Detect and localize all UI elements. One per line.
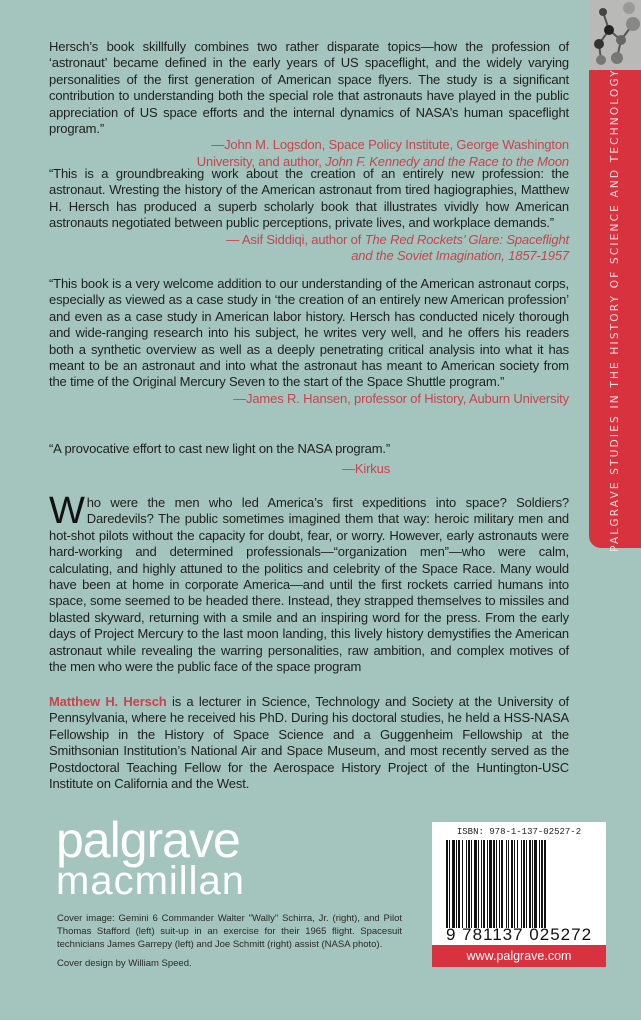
logo-line-palgrave: palgrave [56, 812, 240, 868]
book-title: The Red Rockets’ Glare: Spaceflight [364, 231, 569, 247]
attribution-line: —John M. Logsdon, Space Policy Institute, George Washington [211, 137, 569, 153]
quote-attribution: —Kirkus [342, 461, 391, 477]
attribution-line: — Asif Siddiqi, author of [226, 231, 365, 247]
book-title: and the Soviet Imagination, 1857-1957 [351, 248, 569, 264]
description-paragraph [49, 490, 569, 675]
book-description [49, 490, 569, 675]
quote-text: Hersch’s book skillfully combines two rather disparate topics—how the profession of ‘astronaut’ became defined in the early years of US spaceflight, and the widely varying personalities of the first generation of American space flyers. The study is a significant contribution to understanding both the special role that astronauts have played in the public appreciation of US space efforts and the internal dynamics of NASA’s human spaceflight program.” [49, 39, 569, 137]
endorsement-siddiqi [49, 166, 569, 264]
quote-text: “This book is a very welcome addition to our understanding of the American astronaut corps, especially as viewed as a case study in ‘the creation of an entirely new American profession’ and even as a case study in American labor history. Hersch has conducted nicely thorough and wide-ranging research into his subject, he writes very well, and he offers his readers both a synthetic overview as well as a deeply penetrating critical analysis into what it has meant to be an astronaut and into what the astronaut has meant to American society from the time of the Original Mercury Seven to the start of the Space Shuttle program.” [49, 276, 569, 390]
quote-text: “This is a groundbreaking work about the creation of an entirely new profession: the astronaut. Wresting the history of the American astronaut from tired hagiographies, Matthew H. Hersch has produced a superb scholarly book that illustrates vividly how American astronauts negotiated between public perceptions, private lives, and workplace demands.” [49, 166, 569, 231]
palgrave-macmillan-logo [56, 812, 246, 903]
attribution-line: University, and author, [196, 153, 326, 169]
drop-cap: W [49, 490, 85, 532]
barcode-bar [544, 840, 546, 928]
isbn-barcode [432, 822, 606, 967]
bio-text: is a lecturer in Science, Technology and Society at the University of Pennsylvania, where he received his PhD. During his doctoral studies, he held a HSS-NASA Fellowship in the History of Space Science and a Guggenheim Fellowship at the Smithsonian Institution’s National Air and Space Museum, and most recently served as the Postdoctoral Teaching Fellow for the Aerospace History Project of the Huntington-USC Institute on California and the West. [49, 694, 569, 792]
series-label: PALGRAVE STUDIES IN THE HISTORY OF SCIENCE AND TECHNOLOGY [609, 68, 621, 552]
author-name: Matthew H. Hersch [49, 694, 167, 709]
logo-line-macmillan: macmillan [56, 859, 246, 903]
endorsement-hansen [49, 276, 569, 407]
cover-image-credit: Cover image: Gemini 6 Commander Walter "Wally" Schirra, Jr. (right), and Pilot Thomas Stafford (left) suit-up in an exercise for their 1965 flight. Spacesuit technicians James Garrepy (left) and Joe Schmitt (right) assist (NASA photo). [57, 913, 402, 950]
author-bio [49, 694, 569, 792]
series-tab [589, 68, 641, 552]
description-text: ho were the men who led America’s first expeditions into space? Soldiers? Daredevils? The public sometimes imagined them that way: heroic military men and hot-shot pilots without the capacity for doubt, fear, or worry. However, early astronauts were hard-working and determined professionals—“organization men”—who were calm, calculating, and highly attuned to the politics and celebrity of the Space Race. Many would have been at home in corporate America—and until the first rockets carried humans into space, some seemed to be headed there. Instead, they strapped themselves to missiles and blasted skyward, returning with a smile and an inspiring word for the press. From the early days of Project Mercury to the last moon landing, this lively history demystifies the American astronaut while revealing the warring personalities, raw ambition, and complex motives of the men who were the public face of the space program [49, 495, 569, 675]
isbn-label: ISBN: 978-1-137-02527-2 [456, 827, 582, 837]
quote-attribution [49, 232, 569, 265]
quote-text: “A provocative effort to cast new light on the NASA program.” [49, 441, 391, 456]
cover-design-credit: Cover design by William Speed. [57, 958, 192, 969]
publisher-url: www.palgrave.com [432, 945, 606, 967]
bio-paragraph [49, 694, 569, 792]
molecule-model-icon [589, 0, 641, 70]
barcode-icon [446, 840, 594, 928]
endorsement-logsdon [49, 39, 569, 170]
quote-attribution: —James R. Hansen, professor of History, Auburn University [233, 390, 569, 406]
endorsement-kirkus [49, 441, 390, 478]
series-molecule-image [589, 0, 641, 70]
book-title: John F. Kennedy and the Race to the Moon [325, 153, 569, 169]
isbn-number: 9 781137 025272 [445, 925, 593, 944]
